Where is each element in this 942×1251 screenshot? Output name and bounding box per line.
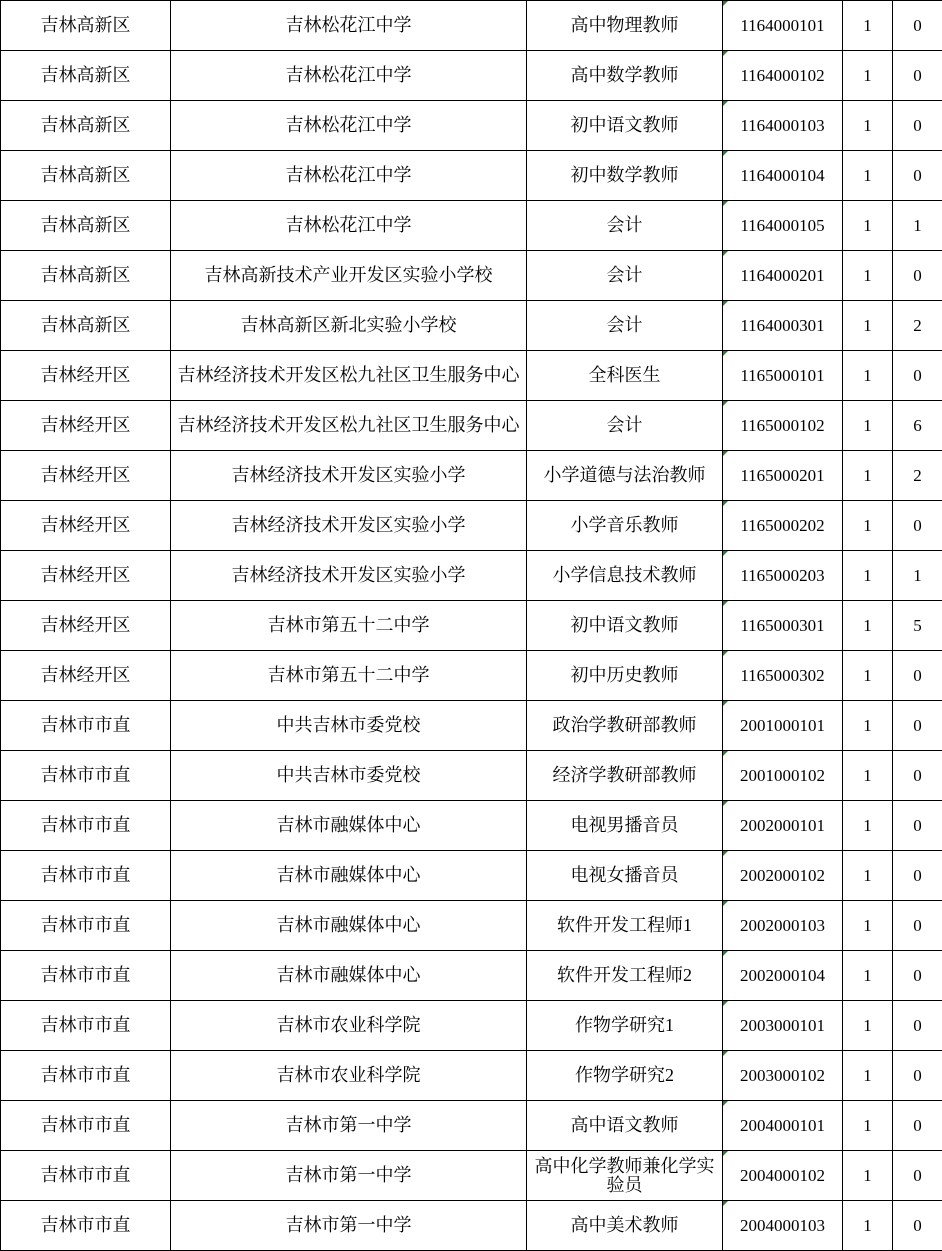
applicant-count-cell: 0	[893, 151, 942, 201]
position-cell: 高中美术教师	[527, 1201, 723, 1251]
applicant-count-cell: 2	[893, 451, 942, 501]
plan-count-cell: 1	[843, 51, 893, 101]
table-row	[1, 551, 942, 601]
table-row	[1, 101, 942, 151]
table-row	[1, 151, 942, 201]
position-cell: 初中语文教师	[527, 601, 723, 651]
position-cell: 软件开发工程师2	[527, 951, 723, 1001]
applicant-count-cell: 0	[893, 1151, 942, 1201]
unit-cell: 吉林高新技术产业开发区实验小学校	[171, 251, 527, 301]
code-cell: 1165000302	[723, 651, 843, 701]
district-cell: 吉林高新区	[1, 151, 171, 201]
position-cell: 电视男播音员	[527, 801, 723, 851]
district-cell: 吉林市市直	[1, 1001, 171, 1051]
position-cell: 初中语文教师	[527, 101, 723, 151]
applicant-count-cell: 5	[893, 601, 942, 651]
unit-cell: 吉林经济技术开发区实验小学	[171, 551, 527, 601]
table-row	[1, 201, 942, 251]
unit-cell: 中共吉林市委党校	[171, 751, 527, 801]
table-row	[1, 1201, 942, 1251]
code-cell: 2004000102	[723, 1151, 843, 1201]
unit-cell: 吉林市融媒体中心	[171, 951, 527, 1001]
plan-count-cell: 1	[843, 151, 893, 201]
district-cell: 吉林市市直	[1, 901, 171, 951]
district-cell: 吉林经开区	[1, 551, 171, 601]
district-cell: 吉林高新区	[1, 251, 171, 301]
position-cell: 初中历史教师	[527, 651, 723, 701]
district-cell: 吉林经开区	[1, 401, 171, 451]
district-cell: 吉林市市直	[1, 801, 171, 851]
table-row	[1, 351, 942, 401]
table-row	[1, 451, 942, 501]
district-cell: 吉林市市直	[1, 851, 171, 901]
unit-cell: 吉林经济技术开发区松九社区卫生服务中心	[171, 351, 527, 401]
position-cell: 高中数学教师	[527, 51, 723, 101]
district-cell: 吉林经开区	[1, 651, 171, 701]
unit-cell: 吉林市第一中学	[171, 1201, 527, 1251]
unit-cell: 吉林松花江中学	[171, 151, 527, 201]
unit-cell: 吉林市第一中学	[171, 1101, 527, 1151]
applicant-count-cell: 1	[893, 201, 942, 251]
table-row	[1, 701, 942, 751]
code-cell: 2002000103	[723, 901, 843, 951]
table-row	[1, 1, 942, 51]
applicant-count-cell: 6	[893, 401, 942, 451]
code-cell: 2003000101	[723, 1001, 843, 1051]
applicant-count-cell: 0	[893, 1101, 942, 1151]
applicant-count-cell: 0	[893, 251, 942, 301]
table-row	[1, 501, 942, 551]
unit-cell: 吉林市农业科学院	[171, 1051, 527, 1101]
position-cell: 小学信息技术教师	[527, 551, 723, 601]
position-cell: 初中数学教师	[527, 151, 723, 201]
code-cell: 2001000101	[723, 701, 843, 751]
applicant-count-cell: 0	[893, 1, 942, 51]
plan-count-cell: 1	[843, 501, 893, 551]
table-row	[1, 51, 942, 101]
code-cell: 2003000102	[723, 1051, 843, 1101]
position-cell: 作物学研究2	[527, 1051, 723, 1101]
code-cell: 1164000105	[723, 201, 843, 251]
district-cell: 吉林市市直	[1, 1201, 171, 1251]
table-row	[1, 601, 942, 651]
district-cell: 吉林市市直	[1, 1101, 171, 1151]
applicant-count-cell: 0	[893, 851, 942, 901]
code-cell: 2001000102	[723, 751, 843, 801]
district-cell: 吉林市市直	[1, 1151, 171, 1201]
unit-cell: 吉林市融媒体中心	[171, 901, 527, 951]
unit-cell: 吉林市第五十二中学	[171, 651, 527, 701]
code-cell: 1164000103	[723, 101, 843, 151]
plan-count-cell: 1	[843, 601, 893, 651]
code-cell: 2002000102	[723, 851, 843, 901]
code-cell: 1165000202	[723, 501, 843, 551]
table-row	[1, 651, 942, 701]
plan-count-cell: 1	[843, 551, 893, 601]
position-cell: 高中化学教师兼化学实验员	[527, 1151, 723, 1201]
plan-count-cell: 1	[843, 1201, 893, 1251]
position-cell: 电视女播音员	[527, 851, 723, 901]
applicant-count-cell: 0	[893, 801, 942, 851]
unit-cell: 吉林松花江中学	[171, 1, 527, 51]
unit-cell: 吉林市融媒体中心	[171, 851, 527, 901]
applicant-count-cell: 2	[893, 301, 942, 351]
position-cell: 政治学教研部教师	[527, 701, 723, 751]
table-row	[1, 1101, 942, 1151]
plan-count-cell: 1	[843, 1151, 893, 1201]
applicant-count-cell: 0	[893, 901, 942, 951]
plan-count-cell: 1	[843, 1, 893, 51]
code-cell: 1165000203	[723, 551, 843, 601]
code-cell: 1165000201	[723, 451, 843, 501]
code-cell: 1164000101	[723, 1, 843, 51]
position-cell: 会计	[527, 251, 723, 301]
code-cell: 1164000201	[723, 251, 843, 301]
plan-count-cell: 1	[843, 351, 893, 401]
position-cell: 会计	[527, 401, 723, 451]
applicant-count-cell: 0	[893, 751, 942, 801]
plan-count-cell: 1	[843, 851, 893, 901]
applicant-count-cell: 0	[893, 351, 942, 401]
plan-count-cell: 1	[843, 401, 893, 451]
applicant-count-cell: 0	[893, 1001, 942, 1051]
position-cell: 小学道德与法治教师	[527, 451, 723, 501]
position-cell: 作物学研究1	[527, 1001, 723, 1051]
plan-count-cell: 1	[843, 101, 893, 151]
unit-cell: 吉林经济技术开发区实验小学	[171, 451, 527, 501]
plan-count-cell: 1	[843, 201, 893, 251]
position-cell: 高中语文教师	[527, 1101, 723, 1151]
district-cell: 吉林高新区	[1, 101, 171, 151]
applicant-count-cell: 0	[893, 501, 942, 551]
plan-count-cell: 1	[843, 651, 893, 701]
table-row	[1, 851, 942, 901]
district-cell: 吉林高新区	[1, 51, 171, 101]
plan-count-cell: 1	[843, 251, 893, 301]
table-row	[1, 901, 942, 951]
applicant-count-cell: 0	[893, 651, 942, 701]
unit-cell: 吉林经济技术开发区实验小学	[171, 501, 527, 551]
district-cell: 吉林市市直	[1, 751, 171, 801]
code-cell: 1165000101	[723, 351, 843, 401]
position-cell: 经济学教研部教师	[527, 751, 723, 801]
unit-cell: 吉林市农业科学院	[171, 1001, 527, 1051]
position-cell: 软件开发工程师1	[527, 901, 723, 951]
unit-cell: 中共吉林市委党校	[171, 701, 527, 751]
plan-count-cell: 1	[843, 701, 893, 751]
position-cell: 小学音乐教师	[527, 501, 723, 551]
position-cell: 会计	[527, 201, 723, 251]
code-cell: 1164000102	[723, 51, 843, 101]
plan-count-cell: 1	[843, 901, 893, 951]
applicant-count-cell: 0	[893, 1201, 942, 1251]
plan-count-cell: 1	[843, 1101, 893, 1151]
unit-cell: 吉林松花江中学	[171, 51, 527, 101]
applicant-count-cell: 0	[893, 951, 942, 1001]
position-cell: 全科医生	[527, 351, 723, 401]
code-cell: 2004000103	[723, 1201, 843, 1251]
unit-cell: 吉林松花江中学	[171, 201, 527, 251]
plan-count-cell: 1	[843, 801, 893, 851]
position-cell: 高中物理教师	[527, 1, 723, 51]
code-cell: 2004000101	[723, 1101, 843, 1151]
plan-count-cell: 1	[843, 451, 893, 501]
district-cell: 吉林市市直	[1, 1051, 171, 1101]
district-cell: 吉林经开区	[1, 451, 171, 501]
code-cell: 1165000301	[723, 601, 843, 651]
unit-cell: 吉林高新区新北实验小学校	[171, 301, 527, 351]
unit-cell: 吉林经济技术开发区松九社区卫生服务中心	[171, 401, 527, 451]
plan-count-cell: 1	[843, 751, 893, 801]
table-body	[1, 1, 942, 1251]
plan-count-cell: 1	[843, 1051, 893, 1101]
code-cell: 1164000104	[723, 151, 843, 201]
district-cell: 吉林高新区	[1, 201, 171, 251]
applicant-count-cell: 1	[893, 551, 942, 601]
unit-cell: 吉林市融媒体中心	[171, 801, 527, 851]
unit-cell: 吉林市第五十二中学	[171, 601, 527, 651]
plan-count-cell: 1	[843, 301, 893, 351]
applicant-count-cell: 0	[893, 701, 942, 751]
table-row	[1, 801, 942, 851]
table-row	[1, 401, 942, 451]
plan-count-cell: 1	[843, 1001, 893, 1051]
district-cell: 吉林市市直	[1, 701, 171, 751]
district-cell: 吉林市市直	[1, 951, 171, 1001]
code-cell: 1164000301	[723, 301, 843, 351]
applicant-count-cell: 0	[893, 1051, 942, 1101]
applicant-count-cell: 0	[893, 101, 942, 151]
district-cell: 吉林高新区	[1, 1, 171, 51]
table-row	[1, 1051, 942, 1101]
table-row	[1, 751, 942, 801]
district-cell: 吉林经开区	[1, 501, 171, 551]
code-cell: 2002000104	[723, 951, 843, 1001]
position-cell: 会计	[527, 301, 723, 351]
table-row	[1, 251, 942, 301]
table-row	[1, 951, 942, 1001]
code-cell: 2002000101	[723, 801, 843, 851]
plan-count-cell: 1	[843, 951, 893, 1001]
code-cell: 1165000102	[723, 401, 843, 451]
district-cell: 吉林经开区	[1, 351, 171, 401]
table-row	[1, 1151, 942, 1201]
district-cell: 吉林经开区	[1, 601, 171, 651]
table-row	[1, 301, 942, 351]
district-cell: 吉林高新区	[1, 301, 171, 351]
unit-cell: 吉林松花江中学	[171, 101, 527, 151]
applicant-count-cell: 0	[893, 51, 942, 101]
unit-cell: 吉林市第一中学	[171, 1151, 527, 1201]
table-row	[1, 1001, 942, 1051]
